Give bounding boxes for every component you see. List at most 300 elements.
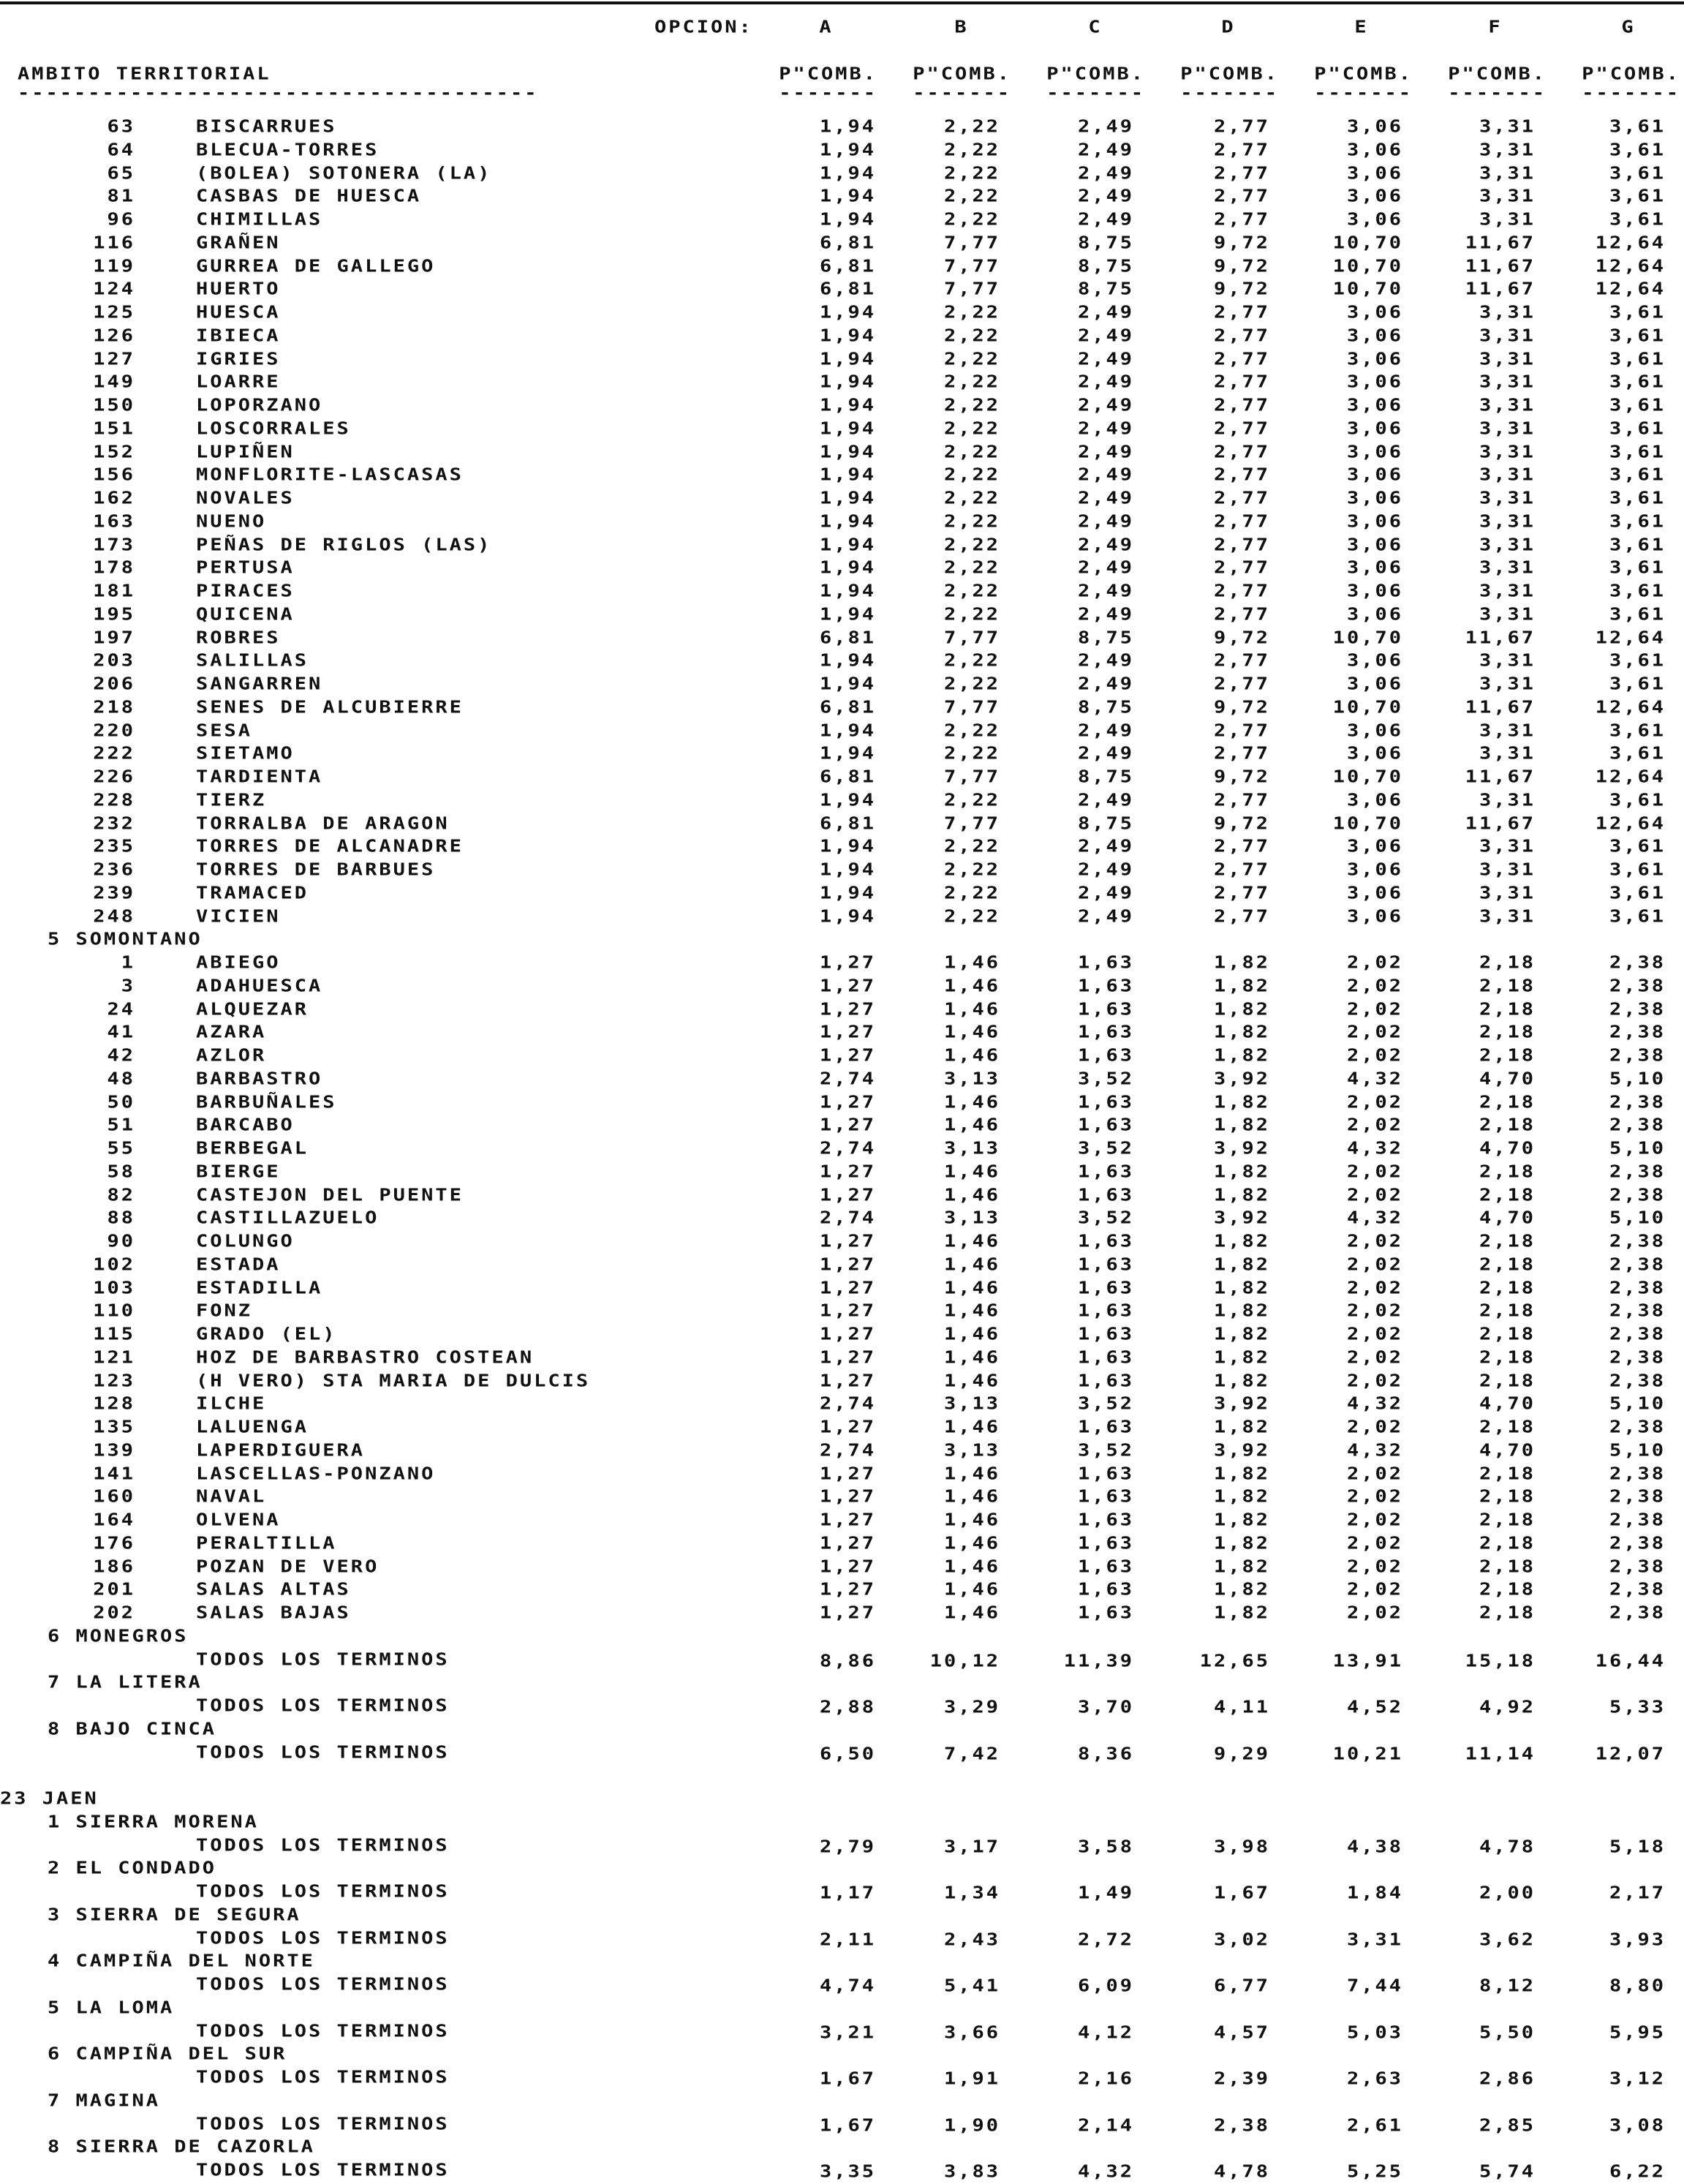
value-cell-f: 2,18 (1479, 1417, 1536, 1437)
value-cell-e: 4,32 (1346, 1139, 1403, 1159)
value-cell-f: 3,31 (1479, 837, 1536, 856)
value-cell-c: 8,75 (1077, 279, 1134, 299)
value-cell-g: 5,10 (1609, 1208, 1666, 1228)
value-cell-f: 4,70 (1479, 1440, 1536, 1461)
value-cell-a: 1,27 (819, 1232, 876, 1251)
value-cell-d: 1,82 (1213, 1533, 1270, 1554)
municipality-code: 160 (93, 1487, 135, 1507)
value-cell-e: 3,06 (1346, 325, 1403, 346)
value-cell-g: 12,07 (1595, 1744, 1666, 1764)
value-cell-c: 8,75 (1077, 256, 1134, 276)
municipality-name: NOVALES (196, 489, 295, 508)
table-row (0, 767, 1684, 791)
table-row (0, 1279, 1684, 1302)
municipality-name: BISCARRUES (196, 117, 337, 137)
ambito-territorial-label: AMBITO TERRITORIAL (18, 64, 271, 84)
value-cell-g: 2,38 (1609, 1023, 1666, 1042)
value-cell-f: 3,31 (1479, 790, 1536, 810)
value-cell-e: 2,02 (1346, 1371, 1403, 1391)
value-cell-d: 1,82 (1213, 999, 1270, 1020)
municipality-code: 150 (93, 396, 135, 415)
value-cell-b: 1,46 (943, 1510, 1000, 1530)
value-cell-e: 3,06 (1346, 117, 1403, 137)
value-cell-g: 3,61 (1609, 396, 1666, 415)
municipality-name: LOARRE (196, 372, 281, 392)
table-row (0, 744, 1684, 767)
table-row (0, 489, 1684, 512)
municipality-code: 123 (93, 1371, 135, 1391)
value-cell-e: 3,06 (1346, 906, 1403, 927)
value-cell-a: 1,27 (819, 976, 876, 996)
value-cell-c: 1,63 (1077, 1278, 1134, 1298)
value-cell-e: 2,02 (1346, 1464, 1403, 1484)
table-row (0, 976, 1684, 1000)
table-row (0, 860, 1684, 884)
value-cell-c: 3,52 (1077, 1440, 1134, 1461)
value-cell-a: 1,94 (819, 906, 876, 927)
municipality-name: ILCHE (196, 1394, 267, 1414)
value-cell-g: 3,61 (1609, 744, 1666, 764)
value-cell-b: 2,22 (943, 744, 1000, 764)
comarca-heading: 7 LA LITERA (48, 1673, 203, 1692)
value-cell-a: 6,81 (819, 256, 876, 276)
value-cell-f: 3,31 (1479, 117, 1536, 137)
table-row (0, 1580, 1684, 1603)
value-cell-f: 4,92 (1479, 1698, 1536, 1717)
municipality-name: BERBEGAL (196, 1139, 309, 1159)
municipality-code: 239 (93, 883, 135, 903)
value-cell-b: 2,43 (943, 1929, 1000, 1950)
value-cell-a: 1,94 (819, 674, 876, 694)
value-cell-c: 1,63 (1077, 1603, 1134, 1623)
value-cell-d: 3,02 (1213, 1929, 1270, 1950)
value-cell-a: 2,74 (819, 1440, 876, 1461)
municipality-name: SESA (196, 720, 253, 741)
value-cell-g: 3,61 (1609, 860, 1666, 880)
value-cell-g: 2,38 (1609, 1556, 1666, 1577)
value-cell-f: 11,67 (1465, 256, 1536, 276)
value-cell-c: 2,49 (1077, 489, 1134, 508)
municipality-name: LALUENGA (196, 1417, 309, 1437)
value-cell-d: 2,77 (1213, 210, 1270, 230)
value-cell-g: 3,61 (1609, 325, 1666, 346)
value-cell-e: 7,44 (1346, 1976, 1403, 1996)
value-cell-b: 1,46 (943, 1046, 1000, 1066)
value-cell-d: 1,82 (1213, 1347, 1270, 1368)
value-cell-d: 1,82 (1213, 1092, 1270, 1112)
value-cell-f: 4,70 (1479, 1139, 1536, 1159)
value-cell-a: 1,27 (819, 1603, 876, 1623)
value-cell-g: 2,38 (1609, 1487, 1666, 1507)
value-cell-g: 2,38 (1609, 1603, 1666, 1623)
value-cell-a: 1,17 (819, 1883, 876, 1903)
municipality-code: 3 (121, 976, 135, 996)
comarca-heading: 1 SIERRA MORENA (48, 1812, 259, 1832)
table-row (0, 581, 1684, 605)
column-underline-c: ------- (1046, 83, 1145, 103)
value-cell-a: 1,94 (819, 744, 876, 764)
comarca-heading: 6 CAMPIÑA DEL SUR (48, 2044, 287, 2064)
municipality-code: 63 (107, 117, 135, 137)
value-cell-b: 7,77 (943, 813, 1000, 834)
value-cell-d: 1,82 (1213, 953, 1270, 973)
value-cell-g: 3,61 (1609, 883, 1666, 903)
value-cell-c: 1,63 (1077, 1464, 1134, 1484)
value-cell-d: 2,38 (1213, 2115, 1270, 2136)
value-cell-a: 1,27 (819, 999, 876, 1020)
value-cell-f: 2,18 (1479, 1580, 1536, 1600)
value-cell-b: 2,22 (943, 535, 1000, 555)
value-cell-d: 1,82 (1213, 1185, 1270, 1205)
table-row (0, 651, 1684, 674)
value-cell-b: 3,13 (943, 1208, 1000, 1228)
municipality-name: SENES DE ALCUBIERRE (196, 697, 464, 718)
table-row (0, 210, 1684, 233)
opcion-label: OPCION: (654, 18, 753, 37)
value-cell-a: 1,27 (819, 1487, 876, 1507)
value-cell-f: 2,86 (1479, 2069, 1536, 2089)
value-cell-b: 1,46 (943, 1371, 1000, 1391)
value-cell-e: 3,06 (1346, 883, 1403, 903)
value-cell-g: 3,61 (1609, 581, 1666, 601)
value-cell-e: 3,06 (1346, 604, 1403, 625)
value-cell-d: 1,82 (1213, 1023, 1270, 1042)
table-row (0, 372, 1684, 396)
municipality-code: 81 (107, 187, 135, 206)
municipality-code: 162 (93, 489, 135, 508)
value-cell-e: 2,02 (1346, 976, 1403, 996)
column-underline-a: ------- (779, 83, 877, 103)
value-cell-f: 3,31 (1479, 604, 1536, 625)
value-cell-f: 3,31 (1479, 372, 1536, 392)
value-cell-f: 2,18 (1479, 1371, 1536, 1391)
value-cell-c: 2,49 (1077, 651, 1134, 671)
table-row (0, 233, 1684, 257)
value-cell-b: 1,46 (943, 1023, 1000, 1042)
value-cell-b: 1,46 (943, 976, 1000, 996)
municipality-code: 90 (107, 1232, 135, 1251)
municipality-name: CASTILLAZUELO (196, 1208, 380, 1228)
value-cell-b: 2,22 (943, 558, 1000, 578)
value-cell-b: 2,22 (943, 465, 1000, 485)
option-letter-c: C (1088, 18, 1103, 37)
municipality-code: 218 (93, 697, 135, 718)
value-cell-g: 3,61 (1609, 372, 1666, 392)
value-cell-e: 3,06 (1346, 187, 1403, 206)
value-cell-b: 1,46 (943, 1580, 1000, 1600)
value-cell-b: 1,46 (943, 1278, 1000, 1298)
value-cell-c: 2,49 (1077, 117, 1134, 137)
value-cell-b: 1,91 (943, 2069, 1000, 2089)
table-row (0, 1882, 1684, 1905)
value-cell-e: 3,06 (1346, 720, 1403, 741)
option-letter-e: E (1354, 18, 1369, 37)
value-cell-c: 1,63 (1077, 1254, 1134, 1275)
value-cell-b: 5,41 (943, 1976, 1000, 1996)
value-cell-d: 1,82 (1213, 1603, 1270, 1623)
column-label-b: P"COMB. (913, 64, 1011, 84)
municipality-code: 82 (107, 1185, 135, 1205)
value-cell-b: 2,22 (943, 906, 1000, 927)
value-cell-d: 9,72 (1213, 628, 1270, 648)
value-cell-b: 3,13 (943, 1440, 1000, 1461)
table-row (0, 1743, 1684, 1766)
value-cell-a: 1,94 (819, 790, 876, 810)
value-cell-d: 2,77 (1213, 883, 1270, 903)
municipality-name: TODOS LOS TERMINOS (196, 1882, 450, 1902)
value-cell-d: 12,65 (1199, 1651, 1270, 1671)
value-cell-a: 1,94 (819, 651, 876, 671)
municipality-code: 119 (93, 256, 135, 276)
value-cell-e: 2,02 (1346, 1046, 1403, 1066)
value-cell-d: 1,82 (1213, 1254, 1270, 1275)
value-cell-a: 1,27 (819, 1464, 876, 1484)
value-cell-b: 2,22 (943, 581, 1000, 601)
value-cell-e: 2,02 (1346, 1115, 1403, 1135)
comarca-heading: 5 LA LOMA (48, 1997, 175, 2018)
value-cell-g: 2,38 (1609, 1301, 1666, 1321)
value-cell-f: 3,31 (1479, 581, 1536, 601)
value-cell-a: 6,81 (819, 279, 876, 299)
value-cell-g: 5,18 (1609, 1837, 1666, 1857)
value-cell-e: 3,06 (1346, 790, 1403, 810)
value-cell-d: 2,77 (1213, 906, 1270, 927)
value-cell-g: 2,38 (1609, 1371, 1666, 1391)
table-row (0, 443, 1684, 466)
municipality-code: 124 (93, 279, 135, 299)
value-cell-d: 2,77 (1213, 489, 1270, 508)
value-cell-f: 2,18 (1479, 1254, 1536, 1275)
value-cell-e: 3,06 (1346, 581, 1403, 601)
value-cell-b: 1,46 (943, 1417, 1000, 1437)
value-cell-b: 3,66 (943, 2022, 1000, 2043)
table-row (0, 140, 1684, 164)
table-row (0, 1232, 1684, 1255)
value-cell-f: 3,31 (1479, 396, 1536, 415)
value-cell-f: 11,67 (1465, 628, 1536, 648)
value-cell-g: 3,61 (1609, 558, 1666, 578)
top-rule (0, 1, 1684, 4)
value-cell-f: 4,70 (1479, 1208, 1536, 1228)
value-cell-d: 1,82 (1213, 1487, 1270, 1507)
value-cell-g: 2,38 (1609, 1115, 1666, 1135)
table-row (0, 698, 1684, 721)
value-cell-a: 6,50 (819, 1744, 876, 1764)
value-cell-a: 1,94 (819, 535, 876, 555)
value-cell-g: 3,61 (1609, 117, 1666, 137)
value-cell-e: 2,02 (1346, 1278, 1403, 1298)
municipality-name: CASBAS DE HUESCA (196, 187, 422, 206)
municipality-code: 203 (93, 651, 135, 671)
value-cell-d: 1,82 (1213, 1580, 1270, 1600)
value-cell-d: 2,77 (1213, 604, 1270, 625)
table-row (0, 117, 1684, 140)
value-cell-d: 1,82 (1213, 1115, 1270, 1135)
value-cell-d: 2,77 (1213, 651, 1270, 671)
table-row (0, 396, 1684, 419)
column-underline-g: ------- (1582, 83, 1680, 103)
value-cell-a: 4,74 (819, 1976, 876, 1996)
value-cell-d: 2,77 (1213, 442, 1270, 462)
value-cell-a: 2,74 (819, 1394, 876, 1414)
value-cell-e: 10,70 (1332, 233, 1403, 253)
value-cell-g: 12,64 (1595, 767, 1666, 787)
column-label-g: P"COMB. (1582, 64, 1680, 84)
value-cell-a: 1,27 (819, 1325, 876, 1344)
option-letter-b: B (954, 18, 969, 37)
value-cell-c: 2,72 (1077, 1929, 1134, 1950)
column-label-e: P"COMB. (1314, 64, 1413, 84)
table-row (0, 2022, 1684, 2045)
value-cell-b: 2,22 (943, 349, 1000, 369)
municipality-name: BARCABO (196, 1115, 295, 1135)
value-cell-d: 2,77 (1213, 396, 1270, 415)
comarca-heading: 6 MONEGROS (48, 1626, 189, 1646)
value-cell-e: 3,06 (1346, 140, 1403, 160)
value-cell-f: 2,18 (1479, 1278, 1536, 1298)
municipality-name: GRAÑEN (196, 233, 281, 253)
value-cell-a: 1,27 (819, 1115, 876, 1135)
table-row (0, 1510, 1684, 1534)
value-cell-c: 4,32 (1077, 2162, 1134, 2182)
value-cell-a: 1,94 (819, 837, 876, 856)
value-cell-c: 1,49 (1077, 1883, 1134, 1903)
value-cell-f: 3,31 (1479, 442, 1536, 462)
value-cell-a: 1,27 (819, 1371, 876, 1391)
value-cell-b: 2,22 (943, 720, 1000, 741)
value-cell-b: 7,77 (943, 256, 1000, 276)
municipality-name: HUERTO (196, 279, 281, 299)
value-cell-a: 1,27 (819, 1278, 876, 1298)
value-cell-c: 1,63 (1077, 1533, 1134, 1554)
value-cell-b: 2,22 (943, 187, 1000, 206)
value-cell-e: 2,02 (1346, 1232, 1403, 1251)
municipality-name: IGRIES (196, 349, 281, 369)
value-cell-f: 11,67 (1465, 233, 1536, 253)
table-row (0, 605, 1684, 628)
column-underline-e: ------- (1314, 83, 1413, 103)
municipality-name: MONFLORITE-LASCASAS (196, 465, 464, 485)
municipality-name: TODOS LOS TERMINOS (196, 1649, 450, 1670)
value-cell-g: 3,61 (1609, 651, 1666, 671)
municipality-name: TODOS LOS TERMINOS (196, 1835, 450, 1856)
value-cell-b: 1,90 (943, 2115, 1000, 2136)
value-cell-d: 2,77 (1213, 860, 1270, 880)
value-cell-c: 1,63 (1077, 1580, 1134, 1600)
value-cell-b: 3,13 (943, 1069, 1000, 1089)
municipality-name: HUESCA (196, 303, 281, 323)
table-row (0, 558, 1684, 581)
value-cell-a: 1,94 (819, 349, 876, 369)
municipality-code: 121 (93, 1347, 135, 1368)
municipality-code: 110 (93, 1301, 135, 1321)
value-cell-b: 1,46 (943, 1232, 1000, 1251)
value-cell-c: 2,49 (1077, 906, 1134, 927)
municipality-name: ROBRES (196, 628, 281, 648)
value-cell-c: 1,63 (1077, 1023, 1134, 1042)
value-cell-g: 2,38 (1609, 953, 1666, 973)
value-cell-a: 1,94 (819, 442, 876, 462)
value-cell-f: 3,31 (1479, 465, 1536, 485)
value-cell-d: 9,72 (1213, 256, 1270, 276)
municipality-name: TRAMACED (196, 883, 309, 903)
table-row (0, 535, 1684, 559)
value-cell-a: 8,86 (819, 1651, 876, 1671)
value-cell-f: 3,31 (1479, 163, 1536, 184)
value-cell-a: 1,94 (819, 187, 876, 206)
value-cell-f: 3,31 (1479, 558, 1536, 578)
municipality-name: AZLOR (196, 1046, 267, 1066)
value-cell-g: 12,64 (1595, 628, 1666, 648)
value-cell-c: 3,70 (1077, 1698, 1134, 1717)
table-row (0, 1650, 1684, 1673)
municipality-name: POZAN DE VERO (196, 1556, 380, 1577)
value-cell-a: 1,94 (819, 418, 876, 439)
value-cell-e: 4,38 (1346, 1837, 1403, 1857)
value-cell-d: 1,82 (1213, 1232, 1270, 1251)
value-cell-f: 3,31 (1479, 489, 1536, 508)
value-cell-g: 3,61 (1609, 906, 1666, 927)
municipality-code: 232 (93, 813, 135, 834)
value-cell-f: 11,67 (1465, 813, 1536, 834)
value-cell-f: 2,18 (1479, 1510, 1536, 1530)
value-cell-e: 13,91 (1332, 1651, 1403, 1671)
value-cell-d: 2,77 (1213, 535, 1270, 555)
table-row (0, 1139, 1684, 1162)
value-cell-a: 1,94 (819, 604, 876, 625)
value-cell-b: 2,22 (943, 860, 1000, 880)
value-cell-e: 2,02 (1346, 1301, 1403, 1321)
value-cell-e: 2,02 (1346, 999, 1403, 1020)
value-cell-b: 1,46 (943, 1487, 1000, 1507)
option-letter-g: G (1621, 18, 1636, 37)
value-cell-a: 1,27 (819, 1417, 876, 1437)
municipality-code: 222 (93, 744, 135, 764)
table-row (0, 257, 1684, 280)
value-cell-c: 1,63 (1077, 1556, 1134, 1577)
value-cell-b: 2,22 (943, 117, 1000, 137)
table-row (0, 884, 1684, 907)
municipality-code: 236 (93, 860, 135, 880)
value-cell-c: 2,49 (1077, 674, 1134, 694)
value-cell-g: 3,61 (1609, 187, 1666, 206)
table-row (0, 1441, 1684, 1464)
value-cell-e: 3,06 (1346, 303, 1403, 323)
value-cell-f: 3,31 (1479, 860, 1536, 880)
value-cell-g: 16,44 (1595, 1651, 1666, 1671)
value-cell-a: 1,27 (819, 1556, 876, 1577)
value-cell-a: 1,94 (819, 372, 876, 392)
value-cell-e: 10,21 (1332, 1744, 1403, 1764)
value-cell-e: 2,02 (1346, 1487, 1403, 1507)
municipality-code: 206 (93, 674, 135, 694)
municipality-name: ABIEGO (196, 953, 281, 973)
value-cell-a: 1,27 (819, 1580, 876, 1600)
value-cell-e: 2,02 (1346, 1603, 1403, 1623)
value-cell-e: 2,02 (1346, 1325, 1403, 1344)
municipality-code: 151 (93, 418, 135, 439)
municipality-code: 135 (93, 1417, 135, 1437)
value-cell-d: 2,77 (1213, 163, 1270, 184)
value-cell-b: 1,46 (943, 1464, 1000, 1484)
value-cell-a: 1,94 (819, 558, 876, 578)
municipality-name: HOZ DE BARBASTRO COSTEAN (196, 1347, 535, 1368)
value-cell-f: 2,18 (1479, 1232, 1536, 1251)
value-cell-d: 2,77 (1213, 325, 1270, 346)
value-cell-d: 1,82 (1213, 1046, 1270, 1066)
municipality-code: 88 (107, 1208, 135, 1228)
value-cell-d: 1,82 (1213, 1510, 1270, 1530)
